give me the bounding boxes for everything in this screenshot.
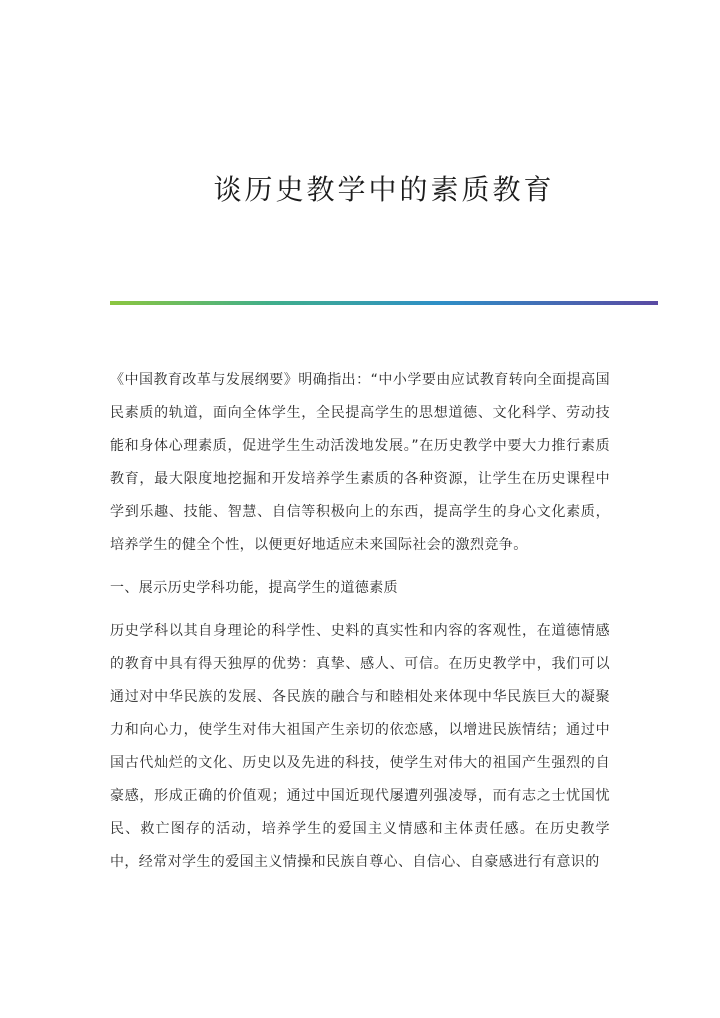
section-heading: 一、展示历史学科功能，提高学生的道德素质 xyxy=(110,580,398,596)
document-title: 谈历史教学中的素质教育 xyxy=(213,173,555,206)
section-paragraph: 历史学科以其自身理论的科学性、史料的真实性和内容的客观性，在道德情感的教育中具有得天独厚的优势：真挚、感人、可信。在历史教学中，我们可以通过对中华民族的发展、各民族的融合与和睦相处来体现中华民族巨大的凝聚力和向心力，使学生对伟大祖国产生亲切的依恋感，以增进民族情结；通过中国古代灿烂的文化、历史以及先进的科技，使学生对伟大的祖国产生强烈的自豪感，形成正确的价值观；通过中国近现代屡遭列强凌辱，而有志之士忧国忧民、救亡图存的活动，培养学生的爱国主义情感和主体责任感。在历史教学中，经常对学生的爱国主义情操和民族自尊心、自信心、自豪感进行有意识的 xyxy=(110,623,610,870)
intro-paragraph: 《中国教育改革与发展纲要》明确指出：“中小学要由应试教育转向全面提高国民素质的轨道，面向全体学生，全民提高学生的思想道德、文化科学、劳动技能和身体心理素质，促进学生生动活泼地发展。”在历史教学中要大力推行素质教育，最大限度地挖掘和开发培养学生素质的各种资源，让学生在历史课程中学到乐趣、技能、智慧、自信等积极向上的东西，提高学生的身心文化素质，培养学生的健全个性，以便更好地适应未来国际社会的激烈竞争。 xyxy=(110,372,610,553)
title-divider xyxy=(110,301,658,305)
document-body xyxy=(110,364,610,879)
